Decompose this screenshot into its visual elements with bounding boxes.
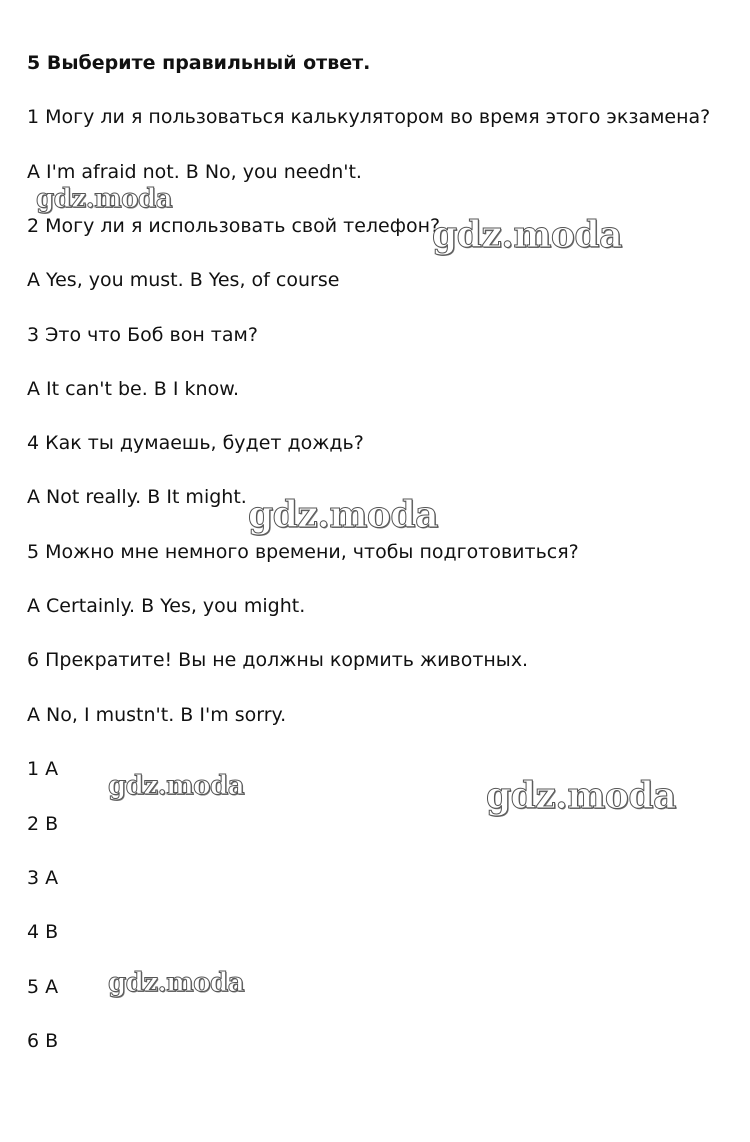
options-3: A It can't be. B I know. <box>27 378 240 400</box>
question-4: 4 Как ты думаешь, будет дождь? <box>27 432 364 454</box>
watermark: gdz.moda <box>432 214 622 256</box>
options-5: A Certainly. B Yes, you might. <box>27 595 306 617</box>
watermark: gdz.moda <box>248 494 438 536</box>
answer-6: 6 B <box>27 1030 59 1052</box>
options-1: A I'm afraid not. B No, you needn't. <box>27 161 362 183</box>
answer-2: 2 B <box>27 813 59 835</box>
answer-3: 3 A <box>27 867 59 889</box>
question-1: 1 Могу ли я пользоваться калькулятором во время этого экзамена? <box>27 106 711 128</box>
question-3: 3 Это что Боб вон там? <box>27 324 258 346</box>
watermark: gdz.moda <box>36 184 173 214</box>
question-6: 6 Прекратите! Вы не должны кормить животных. <box>27 649 529 671</box>
question-2: 2 Могу ли я использовать свой телефон? <box>27 215 441 237</box>
question-5: 5 Можно мне немного времени, чтобы подготовиться? <box>27 541 579 563</box>
watermark: gdz.moda <box>486 775 676 817</box>
answer-4: 4 B <box>27 921 59 943</box>
options-4: A Not really. B It might. <box>27 486 247 508</box>
watermark: gdz.moda <box>108 771 245 801</box>
watermark: gdz.moda <box>108 968 245 998</box>
answer-5: 5 A <box>27 976 59 998</box>
options-6: A No, I mustn't. B I'm sorry. <box>27 704 287 726</box>
options-2: A Yes, you must. B Yes, of course <box>27 269 340 291</box>
answer-1: 1 A <box>27 758 59 780</box>
exercise-heading: 5 Выберите правильный ответ. <box>27 52 371 74</box>
